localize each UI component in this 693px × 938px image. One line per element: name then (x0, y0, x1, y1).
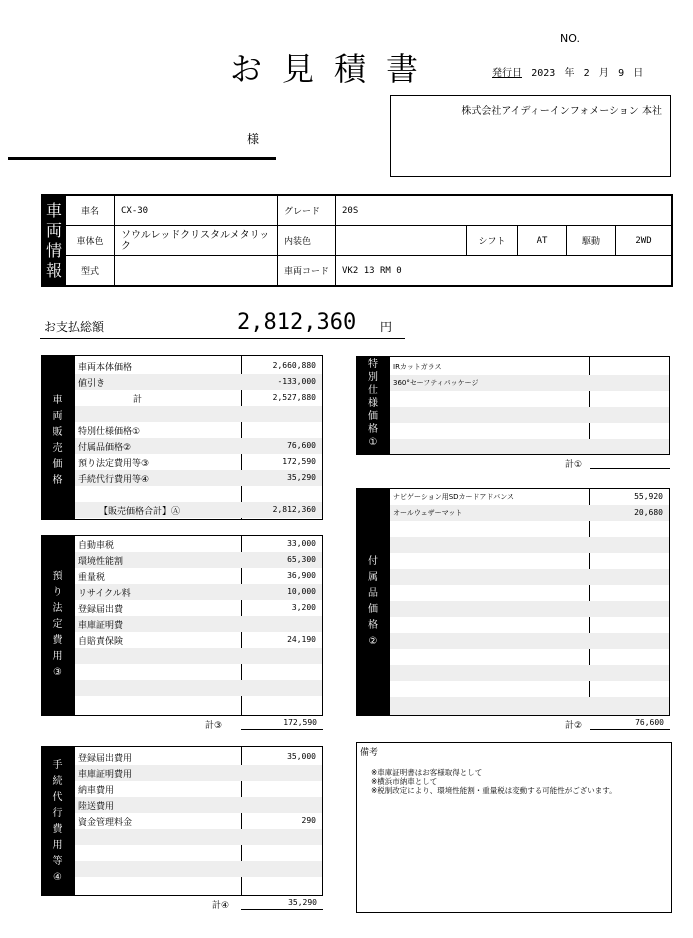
sales-row-label: 特別仕様価格① (78, 427, 141, 437)
sales-row-label: 付属品価格② (78, 443, 132, 453)
company-name: 株式会社アイディーインフォメーション 本社 (461, 106, 662, 117)
drive-value: 2WD (616, 226, 672, 256)
total-payment-value: 2,812,360 (237, 310, 357, 335)
vehicle-code-value: VK2 13 RM 0 (336, 256, 672, 287)
legal-total-underline (241, 729, 323, 730)
sales-price-side-label: 車 両 販 売 価 格 (41, 355, 74, 520)
legal-row-value: 36,900 (287, 571, 316, 580)
procedure-fees-list (74, 746, 323, 896)
legal-fees-list (74, 535, 323, 716)
accessory-row-value: 55,920 (634, 492, 663, 501)
document-number-label: NO. (560, 32, 580, 45)
procedure-total-label: 計④ (212, 901, 230, 911)
legal-row-label: 環境性能割 (78, 557, 124, 567)
procedure-total-underline (241, 909, 323, 910)
special-total-label: 計① (565, 460, 583, 470)
accessories-side-label: 付 属 品 価 格 ② (356, 488, 390, 716)
sales-total-label: 【販売価格合計】Ⓐ (99, 507, 181, 517)
total-payment-unit: 円 (380, 320, 393, 334)
procedure-row-label: 陸送費用 (78, 802, 115, 812)
notes-title: 備考 (360, 748, 379, 758)
legal-total-label: 計③ (205, 721, 223, 731)
sales-row-value: 76,600 (287, 441, 316, 450)
special-spec-list (390, 356, 670, 455)
accessories-total-label: 計② (565, 721, 583, 731)
special-row-label: 360°セーフティパッケージ (393, 379, 479, 387)
issue-month: 2 (583, 68, 590, 79)
sales-row-label: 値引き (78, 379, 106, 389)
accessories-total-value: 76,600 (635, 718, 664, 727)
interior-color-label: 内装色 (278, 226, 336, 256)
vehicle-info-side-label: 車 両 情 報 (42, 195, 66, 286)
notes-box (356, 742, 672, 913)
sales-row-value: 172,590 (282, 457, 316, 466)
vehicle-code-label: 車両コード (278, 256, 336, 287)
accessory-row-value: 20,680 (634, 508, 663, 517)
legal-row-label: 重量税 (78, 573, 106, 583)
sales-row-value: 2,660,880 (272, 361, 316, 370)
year-unit: 年 (564, 68, 575, 79)
procedure-row-value: 35,000 (287, 752, 316, 761)
legal-row-label: 自動車税 (78, 541, 115, 551)
issue-year: 2023 (531, 68, 556, 79)
accessories-total-underline (590, 729, 670, 730)
sales-row-value: -133,000 (277, 377, 316, 386)
sales-total-value: 2,812,360 (272, 505, 316, 514)
sales-row-label: 計 (133, 395, 143, 405)
body-color-value: ソウルレッドクリスタルメタリック (115, 226, 278, 256)
sales-row-label: 預り法定費用等③ (78, 459, 150, 469)
vehicle-info-table (41, 194, 673, 287)
shift-value: AT (518, 226, 567, 256)
body-color-label: 車体色 (66, 226, 115, 256)
sales-price-list (74, 355, 323, 520)
legal-row-label: リサイクル料 (78, 589, 131, 599)
grade-value: 20S (336, 195, 672, 226)
grade-label: グレード (278, 195, 336, 226)
legal-row-label: 車庫証明費 (78, 621, 124, 631)
legal-row-value: 10,000 (287, 587, 316, 596)
procedure-fees-side-label: 手 続 代 行 費 用 等 ④ (41, 746, 74, 896)
accessory-row-label: ナビゲーション用SDカードアドバンス (393, 493, 514, 501)
legal-row-value: 24,190 (287, 635, 316, 644)
model-value (115, 256, 278, 287)
customer-suffix: 様 (247, 132, 260, 146)
issue-day: 9 (618, 68, 625, 79)
legal-fees-side-label: 預 り 法 定 費 用 ③ (41, 535, 74, 716)
note-line: ※税制改定により、環境性能割・重量税は変動する可能性がございます。 (371, 786, 617, 795)
procedure-row-label: 資金管理料金 (78, 818, 133, 828)
accessories-list (390, 488, 670, 716)
customer-name-underline (8, 157, 276, 160)
legal-row-label: 自賠責保険 (78, 637, 124, 647)
sales-row-value: 35,290 (287, 473, 316, 482)
total-payment-label: お支払総額 (44, 320, 105, 334)
total-underline (40, 338, 405, 339)
issue-date (492, 64, 649, 79)
procedure-row-value: 290 (301, 816, 316, 825)
procedure-row-label: 納車費用 (78, 786, 115, 796)
company-box (390, 95, 671, 177)
legal-total-value: 172,590 (283, 718, 317, 727)
procedure-row-label: 車庫証明費用 (78, 770, 133, 780)
car-name-label: 車名 (66, 195, 115, 226)
accessory-row-label: オールウェザーマット (393, 509, 463, 517)
shift-label: シフト (467, 226, 518, 256)
sales-row-label: 車両本体価格 (78, 363, 133, 373)
legal-row-value: 65,300 (287, 555, 316, 564)
car-name-value: CX-30 (115, 195, 278, 226)
sales-row-value: 2,527,880 (272, 393, 316, 402)
document-title: お見積書 (230, 50, 439, 88)
note-line: ※横浜市納車として (371, 777, 438, 786)
model-label: 型式 (66, 256, 115, 287)
procedure-row-label: 登録届出費用 (78, 754, 133, 764)
legal-row-label: 登録届出費 (78, 605, 124, 615)
day-unit: 日 (633, 68, 644, 79)
drive-label: 駆動 (567, 226, 616, 256)
special-spec-side-label: 特 別 仕 様 価 格 ① (356, 356, 390, 455)
legal-row-value: 33,000 (287, 539, 316, 548)
sales-row-label: 手続代行費用等④ (78, 475, 150, 485)
interior-color-value (336, 226, 467, 256)
special-row-label: IRカットガラス (393, 363, 442, 371)
procedure-total-value: 35,290 (288, 898, 317, 907)
special-total-underline (590, 468, 670, 469)
note-line: ※車庫証明書はお客様取得として (371, 768, 483, 777)
month-unit: 月 (598, 68, 609, 79)
issue-date-label: 発行日 (492, 68, 522, 79)
legal-row-value: 3,200 (291, 603, 316, 612)
